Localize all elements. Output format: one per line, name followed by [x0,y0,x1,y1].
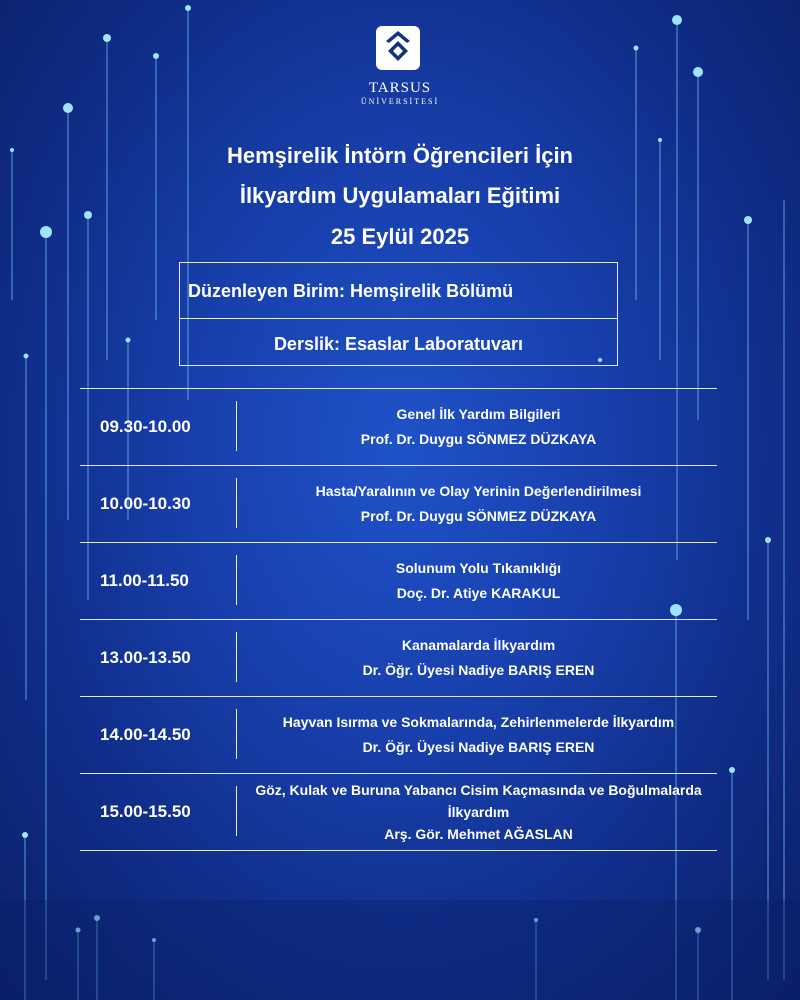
schedule-row [80,542,717,619]
schedule-row [80,388,717,465]
session-time: 14.00-14.50 [100,725,191,744]
session-time: 13.00-13.50 [100,648,191,667]
classroom-row [180,319,617,367]
session-topic: Hayvan Isırma ve Sokmalarında, Zehirlenmelerde İlkyardım [282,714,675,730]
row-divider [236,786,237,836]
row-divider [236,709,237,759]
organizer-text: Düzenleyen Birim: Hemşirelik Bölümü [188,281,514,301]
university-subtitle: ÜNİVERSİTESİ [360,97,440,106]
schedule-table [80,388,717,851]
session-time: 15.00-15.50 [100,802,191,821]
session-speaker: Dr. Öğr. Üyesi Nadiye BARIŞ EREN [362,662,595,678]
university-name: TARSUS [368,80,432,96]
row-divider [236,555,237,605]
session-time: 11.00-11.50 [100,571,189,590]
session-speaker: Prof. Dr. Duygu SÖNMEZ DÜZKAYA [360,431,597,447]
schedule-row [80,696,717,773]
university-wordmark [340,80,460,108]
session-speaker: Dr. Öğr. Üyesi Nadiye BARIŞ EREN [362,739,595,755]
university-logo-icon [376,26,420,70]
session-topic: Hasta/Yaralının ve Olay Yerinin Değerlendirilmesi [315,483,642,499]
info-box [179,262,618,366]
session-topic: Solunum Yolu Tıkanıklığı [395,560,562,576]
session-speaker: Arş. Gör. Mehmet AĞASLAN [384,826,573,842]
schedule-row [80,465,717,542]
session-time: 10.00-10.30 [100,494,191,513]
schedule-row [80,619,717,696]
schedule-row [80,773,717,851]
classroom-text: Derslik: Esaslar Laboratuvarı [273,334,524,354]
row-divider [236,401,237,451]
session-speaker: Prof. Dr. Duygu SÖNMEZ DÜZKAYA [360,508,597,524]
session-topic: Kanamalarda İlkyardım [401,637,556,653]
row-divider [236,632,237,682]
event-date: 25 Eylül 2025 [330,224,470,249]
organizer-row [180,263,617,319]
session-speaker: Doç. Dr. Atiye KARAKUL [396,585,561,601]
title-line-2: İlkyardım Uygulamaları Eğitimi [239,183,561,208]
row-divider [236,478,237,528]
session-time: 09.30-10.00 [100,417,191,436]
session-topic: Göz, Kulak ve Buruna Yabancı Cisim Kaçmasında ve Boğulmalarda İlkyardım [255,782,702,820]
title-line-1: Hemşirelik İntörn Öğrencileri İçin [227,143,573,168]
session-topic: Genel İlk Yardım Bilgileri [396,406,561,422]
